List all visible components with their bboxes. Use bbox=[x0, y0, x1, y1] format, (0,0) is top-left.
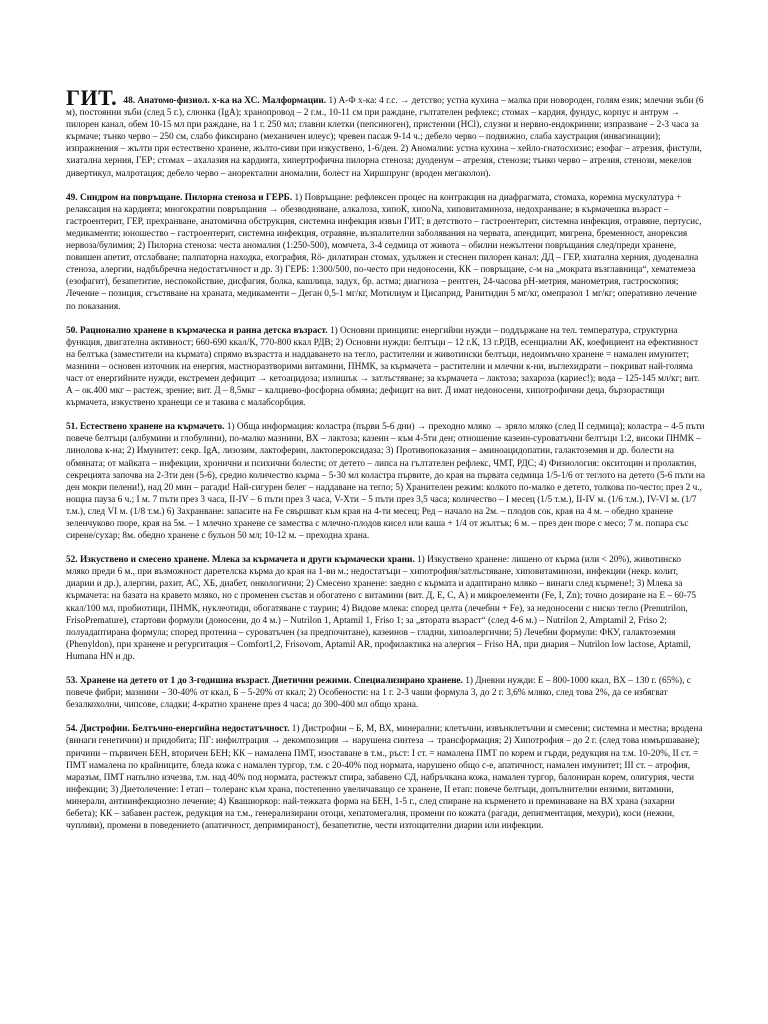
section-title: 51. Естествено хранене на кърмачето. bbox=[66, 422, 225, 433]
section-body: 1) Дистрофии – Б, М, ВХ, минерални; клетъчни, извънклетъчни и смесени; системна и местна; вродена (винаги генетични) и придобита; ПГ: инфилтрация → декомпозиция → нарушена синтеза → трансформация; 2) Хипотрофия – до 2 г. (след това измършаване); причини – първичен БЕН, вторичен БЕН; КК – намалена ПМТ, изоставане в т.м., ръст: I ст. = намалена ПМТ по корем и гърди, редукция на т.м. 10-20%, II ст. = ПМТ намалена по крайниците, бледа кожа с намален тургор, т.м. с 20-40% под нормата, нарушено общо с-е, апатичност, намален имунитет; III ст. – атрофия, маразъм, ПМТ напълно изчезва, т.м. над 40% под нормата, растежът спира, забавено СД, набръчкана кожа, намален тургор, балониран корем, олигурия, чести инфекции; 3) Диетолечение: I етап – толеранс към храна, постепенно увеличаващо се хранене, II етап: повече белтъци, допълнителни ензими, витамини, минерали, антиинфекциозно лечение; 4) Квашиоркор: най-тежката форма на БЕН, 1-5 г., след спиране на кърменето и преминаване на ВХ храна (захарни бебета); КК – забавен растеж, редукция на т.м., генерализирани отоци, хепатомегалия, промени по кожата (рагади, депигментация, мехури), коси (нежни, чупливи), промени в поведението (апатичност, депримираност), безапетитие, чести изтощителни диарии или инфекции. bbox=[66, 724, 703, 832]
section-title: 49. Синдром на повръщане. Пилорна стеноза и ГЕРБ. bbox=[66, 192, 293, 203]
section-48 bbox=[66, 85, 706, 180]
section-52 bbox=[66, 554, 706, 663]
section-body: 1) Изкуствено хранене: лишено от кърма (или < 20%), животинско мляко преди 6 м., при възможност даретелска кърма до края на 1-ви м.; недостатъци – хипотрофия/затлъстяване, хиповитаминози, инфекции (некр. колит, диарии и др.), алергии, рахит, АС, ХБ, диабет, онкологични; 2) Смесено хранене: заедно с кърмата и адаптирано мляко – винаги след кърмене!; 3) Млека за кърмачета: на базата на кравето мляко, но с променен състав и обогатено с витамини (вит. Д, Е, С, А) и микроелементи (Fe, I, Zn); точно дозиране на Е – 60-75 ккал/100 мл, пробиотици, ПНМК, нуклеотиди, обогатяване с таурин; 4) Видове млека: според целта (лечебни + Fe), за недоносени с ниско тегло (Prenutrilon, FrisoPremature), стартови формули (доносени, до 4 м.) – Nutrilon 1, Aptamil 1, Friso 1; за „втората възраст“ (след 4-6 м.) – Nutrilon 2, Amptamil 2, Friso 2; полуадаптирана формула; според протеина – суроватъчен (за предпочитане), казеинов – гладни, хипоалергични; 5) Лечебни формули: ФКУ, галактоземия (Phenyldon), при хранене и регургитация – Comfort1,2, Frisovom, Aptamil AR, профилактика на алергия – Friso HA, при диария – Nutrilon low lactose, Aptamil, Humana HN и др. bbox=[66, 555, 697, 662]
section-title: 48. Анатомо-физиол. х-ка на ХС. Малформации. bbox=[123, 96, 327, 106]
section-title: 50. Рационално хранене в кърмаческа и ранна детска възраст. bbox=[66, 325, 328, 336]
section-title: 53. Хранене на детето от 1 до 3-годишна възраст. Диетични режими. Специализирано хранене. bbox=[66, 676, 463, 687]
section-body: 1) Дневни нужди: Е – 800-1000 ккал, ВХ – 130 г. (65%), с повече фибри; мазнини – 30-40% от ккал, Б – 5-20% от ккал; 2) Особености: на 1 г. 2-3 чаши формула 3, до 2 г. 3,6% мляко, след това 2%, да се избягват безалкохолни, чипсове, сладки; 4-кратно хранене през 4 часа; до 300-400 мл общо храна. bbox=[66, 676, 691, 711]
section-title: 54. Дистрофии. Белтъчно-енергийна недостатъчност. bbox=[66, 724, 290, 735]
section-title: 52. Изкуствено и смесено хранене. Млека за кърмачета и други кърмачески храни. bbox=[66, 555, 415, 566]
section-50 bbox=[66, 325, 706, 410]
document-title: ГИТ. bbox=[66, 85, 118, 110]
section-53 bbox=[66, 675, 706, 711]
section-body: 1) Повръщане: рефлексен процес на контракция на диафрагмата, стомаха, коремна мускулатура + релаксация на кардията; многократни повръщания → обезводняване, алкалоза, хипоК, хипоNa, хиповитаминоза, недохранване; в кърмачешка възраст – гастроентерит, ГЕР, прехранване, анатомична обструкция, системна инфекция извън ГИТ; в детството – гастроентерит, системна инфекция, отравяне, пертусис, медикаменти; юношество – гастроентерит, системна инфекция, отравяне, възпалителни заболявания на червата, апендицит, мигрена, бременност, анорексия нервоза/булимия; 2) Пилорна стеноза: честа аномалия (1:250-500), момчета, 3-4 седмица от живота – обилни нежълтени повръщания след/преди хранене, повишен апетит, отслабване; палпаторна находка, ехография, Rö- дилатиран стомах, удължен и стеснен пилорен канал; ДД – ГЕР, хиатална херния, дуоденална стеноза, алергии, надбъбречна недостатъчност и др. 3) ГЕРБ: 1:300/500, по-често при недоносени, КК – повръщане, с-м на „мократа възглавница“, хематемеза (езофагит), безапетитие, неспокойствие, дисфагия, болка, кашлица, задух, бр. астма; диагноза – рентген, 24-часова pH-метрия, манометрия, гастроскопия; Лечение – позиция, сгъстяване на храната, медикаменти – Деган 0,5-1 мг/кг, Мотилиум и Цисаприд, Ранитидин 5 мг/кг, омепразол 1 мг/кг; оперативно лечение по показания. bbox=[66, 192, 702, 312]
section-body: 1) А-Ф х-ка: 4 г.с. → детство; устна кухина – малка при новороден, голям език; млечни зъби (6 м), постоянни зъби (след 5 г.), слюнка (IgA); хранопровод – 2 г.м., 10-11 см при раждане, гълтателен рефлекс; стомах – кардия, фундус, корпус и антрум → пилорен канал, обем 10-15 мл при раждане, на 1 г. 250 мл; главни клетки (пепсиноген), пристенни (HCl), слузни и нервно-ендокринни; изпразване – 2-3 часа за кърмаче; тънко черво – 250 см, слабо фиксирано (механичен илеус); чревен пасаж 9-14 ч.; дебело черво – подвижно, слаба хаустрация (инвагинации); изпражнения – жълти при естествено хранене, жълто-сиви при изкуствено, 1-6/ден. 2) Аномалии: устна кухина – хейло-гнатосхизис; езофаг – атрезия, фистули, хиатална херния, ГЕР; стомах – ахалазия на кардията, хипертрофична пилорна стеноза; дуоденум – атрезия, стенози; тънко черво – атрезия, стенози, мекелов дивертикул, малротация; дебело черво – аноректални аномалии, болест на Хиршпрунг (вроден мегаколон). bbox=[66, 96, 704, 179]
section-body: 1) Обща информация: коластра (първи 5-6 дни) → преходно мляко → зряло мляко (след II седмица); коластра – 4-5 пъти повече белтъци (албумини и глобулини), по-малко мазнини, ВХ – лактоза; казеин – към 4-5ти ден; отношение казеин-суроватъчни белтъци 1:2, високи ПНМК – линолова к-на; 2) Имунитет: секр. IgA, лизозим, лактоферин, лактопероксидаза; 3) Противопоказания – аминоацидопатии, галактоземия и др. болести на обмяната; от майката – инфекции, хронични и психични болести; от детето – липса на гълтателен рефлекс, ЧМТ, РДС; 4) Физиология: окситоцин и пролактин, секрецията започва на 2-3ти ден (5-6), средно количество кърма – 5-30 мл коластра първите, до края на първата седмица 1/5-1/6 от теглото на детето (5-6 пъти на ден мокри пелени!), над 20 мин – рагади! Най-сигурен белег – наддаване на тегло; 5) Хранителен режим: колкото по-малко е детето, толкова по-често; през 2 ч., нощна пауза 6 ч.; I м. 7 пъти през 3 часа, II-IV – 6 пъти през 3 часа, V-Хти – 5 пъти през 3,5 часа; количество – I месец (1/5 т.м.), II-IV м. (1/6 т.м.), IV-VI м. (1/7 т.м.), след VI м. (1/8 т.м.) 6) Захранване: запасите на Fe свършват към края на 4-ти месец; Ред – начало на 2м. – плодов сок, края на 4 м. – обедно хранене зеленчуково пюре, края на 5м. – 1 млечно хранене се замества с млечно-плодов кисел или каша + 1/4 от жълтък; 6 м. – през ден пюре с месо; 7 м. попара със сирене/сухар; 8м. обедно хранене с бульон 50 мл; 10-12 м. – преходна храна. bbox=[66, 422, 705, 542]
section-54 bbox=[66, 723, 706, 832]
section-51 bbox=[66, 421, 706, 542]
section-body: 1) Основни принципи: енергийни нужди – поддържане на тел. температура, структурна функция, двигателна активност; 660-690 ккал/К, 770-800 ккал РДВ; 2) Основни нужди: белтъци – 12 г.К, 13 г.РДВ, есенциални АК, коефициент на ефективност на белтъка (заместители на кърмата) спрямо възрастта и наддаването на тегло, растителни и животински белтъци, недоимъчно хранене = намален имунитет; мазнини – основен източник на енергия, мастноразтворими витамини, ПНМК, за кърмачета – растителни и млечни к-ни, въглехидрати – покриват най-голяма част от енергийните нужди, екстремен дефицит → кетоацидоза; излишък → затлъстяване; за кърмачета – лактоза; захароза (кариес!); вода – 125-145 мл/кг; вит. А – ок.400 мкг – растеж, зрение; вит. Д – 8,5мкг – калциево-фосфорна обмяна; дефицит на вит. Д имат недоносени, хипотрофични деца, бързорастящи кърмачета, изкуствено хранещи се и такива с малабсорбция. bbox=[66, 325, 700, 409]
section-49 bbox=[66, 192, 706, 313]
